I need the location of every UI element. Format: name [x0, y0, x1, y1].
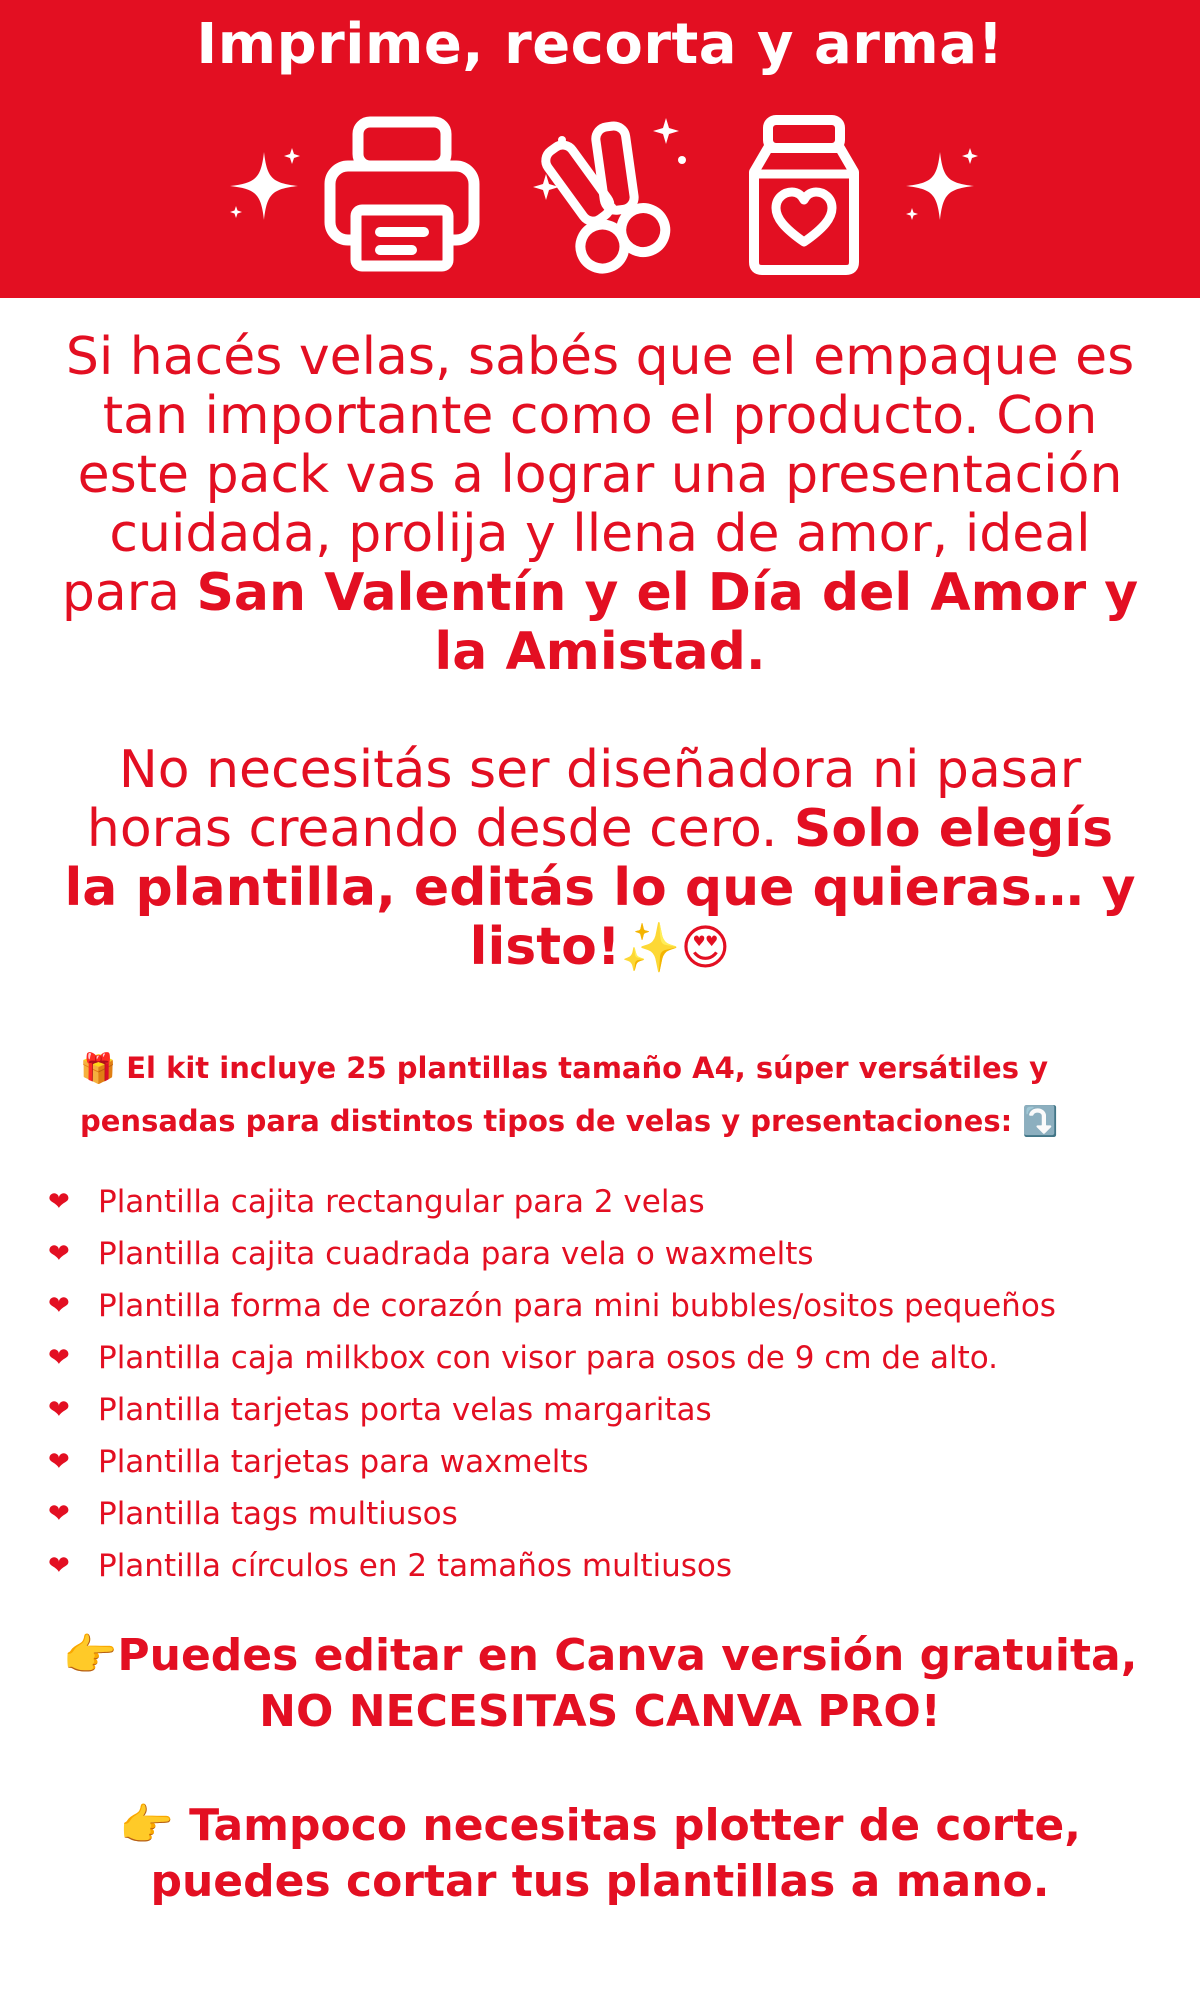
sparkles-heart-eyes-emoji: ✨😍	[620, 920, 731, 976]
printer-icon	[322, 114, 482, 274]
list-item-label: Plantilla tarjetas para waxmelts	[98, 1444, 589, 1480]
heart-icon: ❤	[48, 1187, 70, 1217]
pointing-hand-icon: 👉	[62, 1630, 118, 1681]
list-item-label: Plantilla círculos en 2 tamaños multiusos	[98, 1548, 733, 1584]
template-list	[48, 1176, 1188, 1592]
heart-icon: ❤	[48, 1447, 70, 1477]
intro-p2-highlight: Solo elegís la plantilla, editás lo que quieras… y listo!	[64, 799, 1136, 977]
banner-title: Imprime, recorta y arma!	[196, 12, 1004, 77]
sparkle-icon	[898, 146, 982, 226]
kit-text: El kit incluye 25 plantillas tamaño A4, súper versátiles y pensadas para distintos tipos de velas y presentaciones:	[80, 1051, 1048, 1138]
gift-icon: 🎁	[80, 1051, 117, 1085]
list-item-label: Plantilla tarjetas porta velas margaritas	[98, 1392, 712, 1428]
list-item	[48, 1436, 1188, 1488]
milkbox-heart-icon	[746, 114, 862, 276]
list-item	[48, 1228, 1188, 1280]
list-item-label: Plantilla tags multiusos	[98, 1496, 458, 1532]
list-item	[48, 1488, 1188, 1540]
heart-icon: ❤	[48, 1291, 70, 1321]
list-item	[48, 1176, 1188, 1228]
banner	[0, 0, 1200, 298]
kit-description	[80, 1042, 1140, 1148]
list-item-label: Plantilla cajita rectangular para 2 velas	[98, 1184, 705, 1220]
list-item-label: Plantilla forma de corazón para mini bubbles/ositos pequeños	[98, 1288, 1056, 1324]
heart-icon: ❤	[48, 1551, 70, 1581]
arrow-down-icon: ⤵️	[1022, 1104, 1059, 1138]
list-item	[48, 1384, 1188, 1436]
heart-icon: ❤	[48, 1395, 70, 1425]
scissors-icon	[526, 116, 696, 278]
heart-icon: ❤	[48, 1499, 70, 1529]
intro-copy	[60, 328, 1140, 978]
intro-paragraph-1	[60, 328, 1140, 682]
plotter-note	[60, 1798, 1140, 1910]
canva-note	[60, 1628, 1140, 1740]
canva-note-text: Puedes editar en Canva versión gratuita, NO NECESITAS CANVA PRO!	[117, 1630, 1138, 1737]
intro-p1-text: Si hacés velas, sabés que el empaque es tan importante como el producto. Con este pack vas a lograr una presentación cuidada, prolija y llena de amor, ideal para	[61, 327, 1135, 623]
list-item	[48, 1540, 1188, 1592]
list-item	[48, 1332, 1188, 1384]
list-item-label: Plantilla cajita cuadrada para vela o waxmelts	[98, 1236, 814, 1272]
heart-icon: ❤	[48, 1343, 70, 1373]
intro-p2-text: No necesitás ser diseñadora ni pasar horas creando desde cero.	[86, 740, 1082, 859]
intro-paragraph-2	[60, 741, 1140, 978]
heart-icon: ❤	[48, 1239, 70, 1269]
intro-p1-highlight: San Valentín y el Día del Amor y la Amistad.	[196, 563, 1139, 682]
sparkle-icon	[224, 146, 304, 226]
plotter-note-text: Tampoco necesitas plotter de corte, puedes cortar tus plantillas a mano.	[150, 1800, 1081, 1907]
pointing-hand-icon: 👉	[119, 1800, 174, 1851]
list-item	[48, 1280, 1188, 1332]
list-item-label: Plantilla caja milkbox con visor para osos de 9 cm de alto.	[98, 1340, 999, 1376]
